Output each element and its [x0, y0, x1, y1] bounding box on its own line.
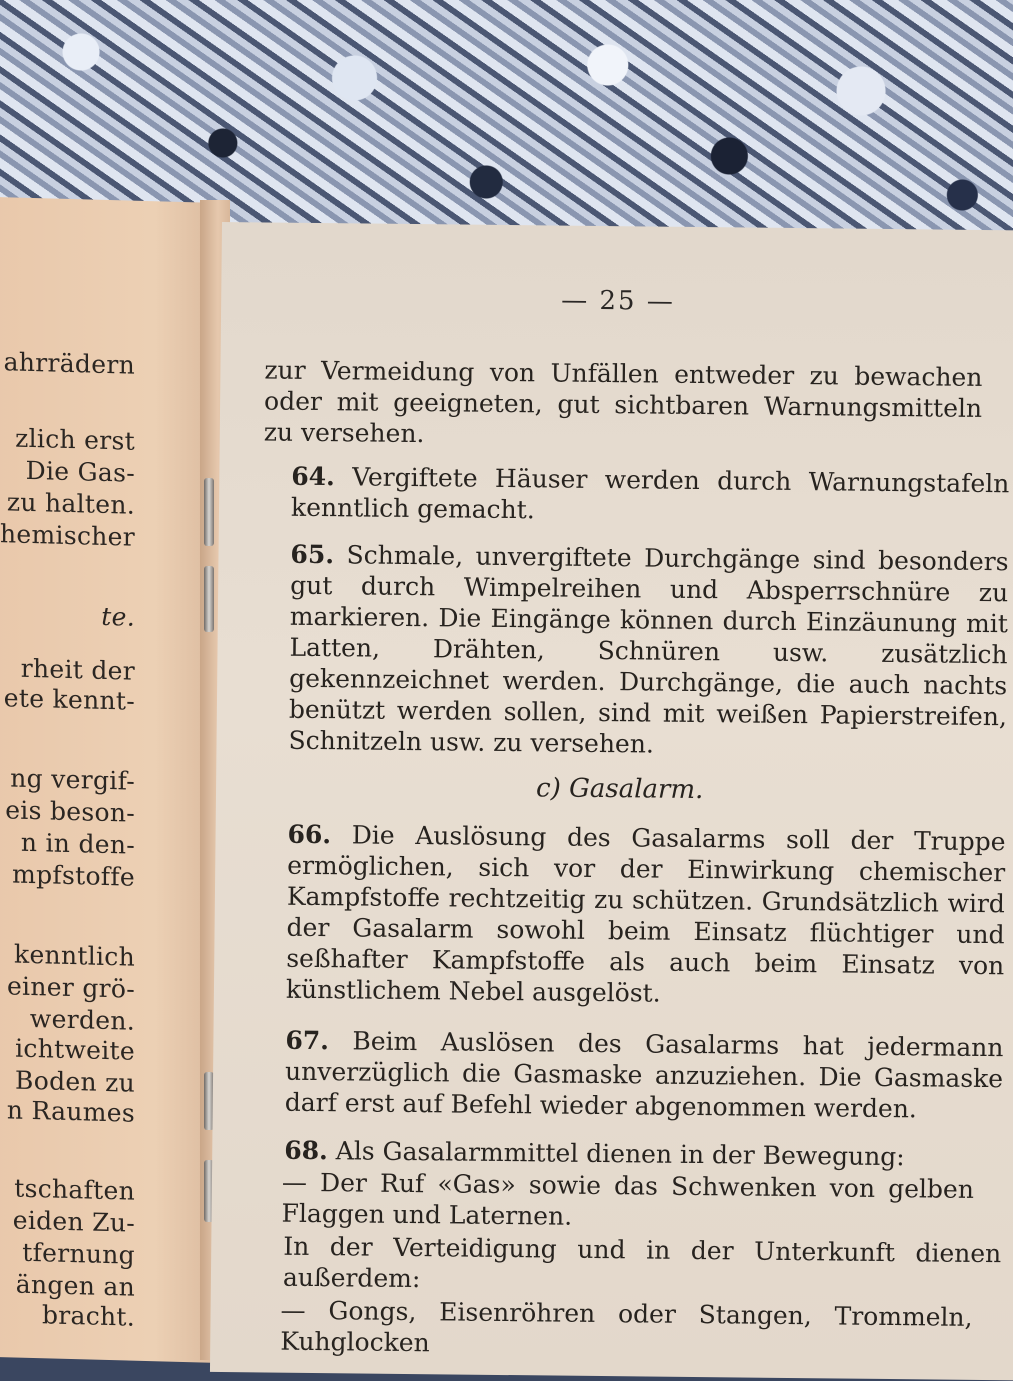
page-number: — 25 — — [561, 285, 675, 317]
left-page-line: eiden Zu- — [12, 1205, 135, 1238]
left-page-line: ete kennt- — [3, 683, 135, 716]
paragraph-number: 64. — [291, 461, 335, 492]
left-page-line: ängen an — [15, 1269, 135, 1302]
paragraph-text: Die Auslösung des Gasalarms soll der Truppe ermöglichen, sich vor der Einwirkung chemischer Kampfstoffe rechtzeitig zu schützen. Grundsätzlich wird der Gasalarm sowohl beim Einsatz flüchtiger und seßhafter Kampfstoffe als auch beim Einsatz von künstlichem Nebel ausgelöst. — [285, 820, 1006, 1008]
paragraph-number: 66. — [287, 819, 332, 850]
paragraph-text: Schmale, unvergiftete Durchgänge sind besonders gut durch Wimpelreihen und Absperrschnüre zu markieren. Die Eingänge können durch Einzäunung mit Latten, Drähten, Schnüren usw. zusätzlich gekennzeichnet werden. Durchgänge, die auch nachts benützt werden sollen, sind mit weißen Papierstreifen, Schnitzeln usw. zu versehen. — [288, 540, 1009, 759]
left-page-line: ahrrädern — [3, 347, 135, 380]
section-heading: c) Gasalarm. — [535, 773, 704, 806]
right-page — [210, 222, 1013, 1381]
left-page-line: zu halten. — [6, 487, 135, 520]
paragraph-64 — [263, 460, 1010, 530]
list-item-gongs: — Gongs, Eisenröhren oder Stangen, Trommeln, Kuhglocken — [280, 1295, 973, 1358]
left-page-line: rheit der — [20, 653, 135, 686]
paragraph-number: 65. — [290, 539, 335, 570]
paragraph-66 — [258, 818, 1006, 1012]
left-page-line: tschaften — [14, 1173, 135, 1206]
left-page-line: Die Gas- — [25, 455, 135, 488]
left-page-line: kenntlich — [14, 939, 135, 972]
paragraph-text: Beim Auslösen des Gasalarms hat jedermann unverzüglich die Gasmaske anzuziehen. Die Gasmaske darf erst auf Befehl wieder abgenommen werden. — [284, 1026, 1004, 1124]
paragraph-continuation: zur Vermeidung von Unfällen entweder zu bewachen oder mit geeigneten, gut sichtbaren Warnungsmitteln zu versehen. — [263, 355, 983, 449]
left-page-line: zlich erst — [15, 423, 135, 456]
paragraph-defense: In der Verteidigung und in der Unterkunft dienen außerdem: — [282, 1231, 1002, 1294]
paragraph-number: 68. — [284, 1135, 328, 1166]
paragraph-text: Vergiftete Häuser werden durch Warnungstafeln kenntlich gemacht. — [290, 462, 1010, 525]
left-page-line: ichtweite — [15, 1033, 135, 1066]
paragraph-65 — [260, 538, 1008, 763]
left-page-line: eis beson- — [5, 795, 135, 828]
staple-upper — [204, 478, 214, 546]
left-page-line: ng vergif- — [10, 763, 135, 796]
left-page-line: werden. — [29, 1003, 135, 1036]
left-page-line: n in den- — [20, 827, 135, 860]
left-page-line: Boden zu — [15, 1065, 135, 1098]
left-page-line: mpfstoffe — [12, 859, 135, 892]
left-page-line: bracht. — [41, 1300, 135, 1332]
left-page-line: einer grö- — [6, 971, 135, 1004]
left-page-line: n Raumes — [6, 1095, 135, 1128]
list-item-call: — Der Ruf «Gas» sowie das Schwenken von gelben Flaggen und Laternen. — [281, 1167, 975, 1231]
left-page-line: hemischer — [0, 519, 135, 552]
paragraph-67 — [257, 1024, 1004, 1125]
paragraph-text: Als Gasalarmmittel dienen in der Bewegung: — [335, 1136, 905, 1172]
left-page-line: tfernung — [22, 1237, 135, 1270]
paragraph-number: 67. — [285, 1025, 330, 1056]
left-page — [0, 197, 225, 1363]
left-page-line: te. — [101, 601, 135, 632]
staple-upper-2 — [204, 566, 214, 632]
